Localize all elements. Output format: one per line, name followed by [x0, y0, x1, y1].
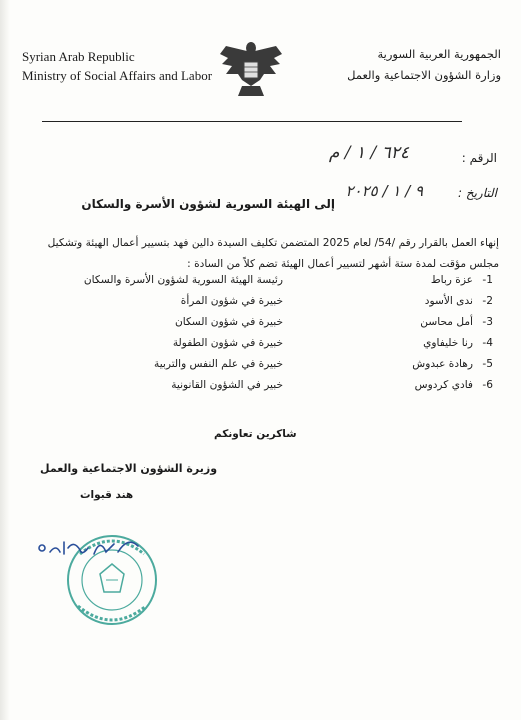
- header-country-en: Syrian Arab Republic: [22, 49, 135, 64]
- member-name: رهادة عبدوش: [412, 358, 473, 370]
- list-item: [93, 379, 493, 400]
- header-ministry-en: Ministry of Social Affairs and Labor: [22, 68, 213, 83]
- members-list: [83, 274, 493, 400]
- member-role: خبيرة في شؤون المرأة: [180, 295, 283, 307]
- ministry-seal-stamp-icon: [60, 514, 170, 634]
- list-item: [93, 316, 493, 337]
- member-name: عزة رباط: [430, 274, 473, 286]
- member-number: 6-: [482, 379, 493, 391]
- reference-number: ٦٢٤ / ١ / م: [328, 143, 409, 163]
- header-ministry-ar: وزارة الشؤون الاجتماعية والعمل: [347, 68, 501, 82]
- member-number: 2-: [482, 295, 493, 307]
- list-item: [93, 295, 493, 316]
- date-label: التاريخ :: [457, 186, 497, 200]
- member-role: خبيرة في علم النفس والتربية: [154, 358, 283, 370]
- list-item: [93, 358, 493, 379]
- member-number: 4-: [482, 337, 493, 349]
- member-role: رئيسة الهيئة السورية لشؤون الأسرة والسكان: [83, 274, 283, 286]
- member-number: 3-: [482, 316, 493, 328]
- header-country-ar: الجمهورية العربية السورية: [377, 47, 501, 61]
- member-role: خبيرة في شؤون الطفولة: [172, 337, 283, 349]
- signatory-name: هند قبوات: [80, 489, 134, 501]
- member-role: خبيرة في شؤون السكان: [174, 316, 283, 328]
- syrian-eagle-emblem-icon: [216, 34, 286, 104]
- member-number: 5-: [482, 358, 493, 370]
- member-role: خبير في الشؤون القانونية: [171, 379, 283, 391]
- reference-label: الرقم :: [461, 151, 497, 165]
- handwritten-signature-icon: [34, 534, 144, 564]
- member-name: فادي كردوس: [414, 379, 473, 391]
- header-english: [22, 47, 212, 85]
- signatory-title: وزيرة الشؤون الاجتماعية والعمل: [40, 462, 218, 475]
- closing-thanks: شاكرين تعاونكم: [214, 428, 297, 440]
- list-item: [83, 274, 493, 295]
- page-edge-shadow: [0, 0, 10, 720]
- addressee: إلى الهيئة السورية لشؤون الأسرة والسكان: [81, 197, 335, 211]
- header-divider: [42, 121, 462, 122]
- date-value: ٩ / ١ / ٢٠٢٥: [345, 182, 423, 200]
- member-name: ندى الأسود: [424, 295, 473, 307]
- header-arabic: [347, 44, 501, 86]
- member-name: أمل محاسن: [420, 316, 473, 328]
- member-name: رنا خليفاوي: [423, 337, 473, 349]
- body-paragraph: إنهاء العمل بالقرار رقم /54/ لعام 2025 المتضمن تكليف السيدة دالين فهد بتسيير أعمال الهيئة وتشكيل مجلس مؤقت لمدة ستة أشهر لتسيير أعمال الهيئة تضم كلاً من السادة :: [47, 237, 499, 270]
- list-item: [93, 337, 493, 358]
- member-number: 1-: [482, 274, 493, 286]
